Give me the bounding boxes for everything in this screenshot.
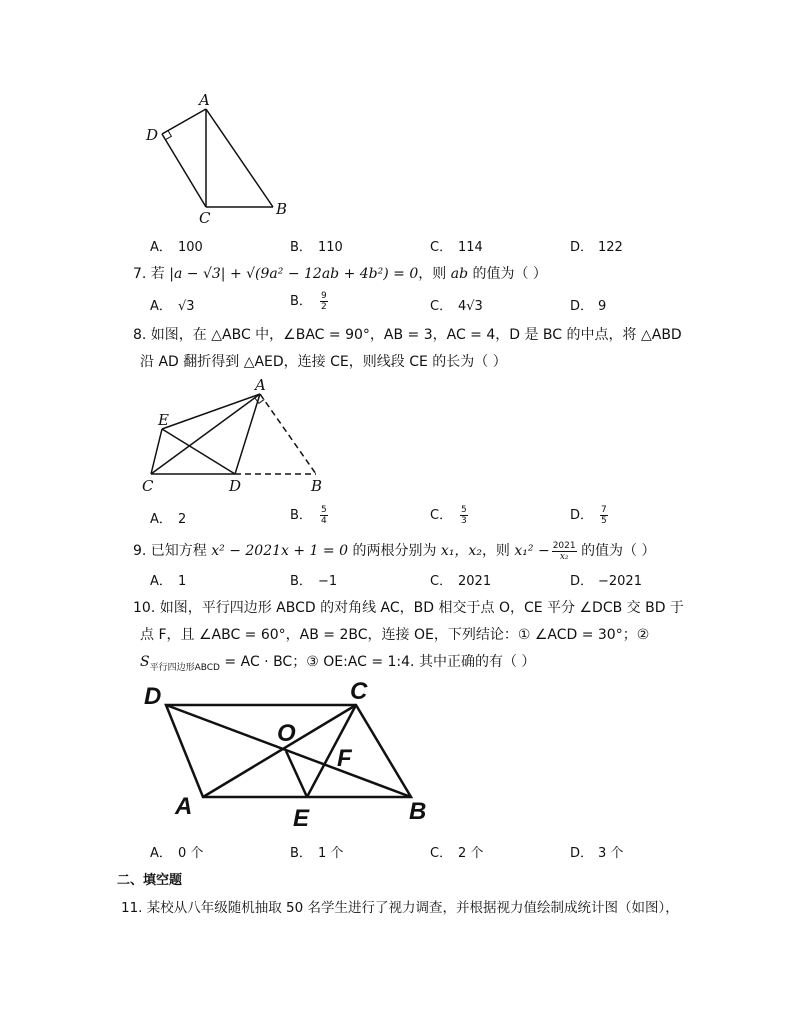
option-fraction — [320, 291, 328, 312]
option-value: 4√3 — [458, 299, 483, 314]
option-fraction — [460, 505, 468, 526]
segment-ab-dashed — [260, 394, 316, 474]
q11-stem: 11. 某校从八年级随机抽取 50 名学生进行了视力调查，并根据视力值绘制成统计图（如图）， — [121, 900, 679, 916]
label-e: E — [158, 411, 169, 429]
segment-ab — [206, 109, 273, 207]
q9-option-d[interactable] — [570, 570, 642, 589]
q7-middle: ，则 — [418, 266, 447, 282]
q9-equation: x² − 2021x + 1 = 0 — [211, 543, 349, 559]
q7-stem — [133, 263, 547, 283]
q6-option-d[interactable] — [570, 236, 623, 255]
q9-fraction — [552, 541, 577, 562]
q6-option-b[interactable] — [290, 236, 343, 255]
diagonal-ac — [203, 705, 356, 797]
option-value: 114 — [458, 240, 483, 255]
q7-option-d[interactable] — [570, 295, 606, 314]
q10-stem-line3 — [140, 651, 535, 673]
option-value: 3 个 — [598, 846, 624, 861]
q8-option-c[interactable] — [430, 504, 468, 526]
option-value: −1 — [318, 574, 338, 589]
q9-stem — [133, 540, 656, 562]
q9-option-a[interactable] — [150, 570, 186, 589]
option-letter: A． — [150, 846, 172, 861]
q9-prefix: 9. 已知方程 — [133, 543, 207, 559]
q7-option-b[interactable] — [290, 290, 328, 312]
q8-figure — [135, 374, 335, 496]
option-letter: A． — [150, 240, 172, 255]
q10-option-d[interactable] — [570, 842, 623, 861]
option-value: 2021 — [458, 574, 492, 589]
label-e: E — [293, 805, 310, 832]
fraction-numerator: 7 — [601, 505, 607, 515]
option-value: −2021 — [598, 574, 642, 589]
option-letter: B． — [290, 294, 312, 309]
option-letter: C． — [430, 508, 453, 523]
q6-figure — [140, 88, 300, 228]
q9-suffix: 的值为（ ） — [581, 543, 656, 559]
option-value: 0 个 — [178, 846, 204, 861]
fraction-numerator: 5 — [461, 505, 467, 515]
label-d: D — [146, 126, 159, 144]
q7-prefix: 7. 若 — [133, 266, 165, 282]
q10-figure — [140, 674, 440, 834]
q10-line3-rest: = AC · BC；③ OE:AC = 1:4. 其中正确的有（ ） — [219, 654, 536, 670]
q9-option-b[interactable] — [290, 570, 337, 589]
option-value: √3 — [178, 299, 195, 314]
option-letter: D． — [570, 240, 594, 255]
diagonal-bd — [166, 705, 411, 797]
fraction-numerator: 2021 — [552, 540, 576, 551]
segment-ea — [162, 394, 260, 429]
q8-option-b[interactable] — [290, 504, 328, 526]
q8-stem-line2: 沿 AD 翻折得到 △AED，连接 CE，则线段 CE 的长为（ ） — [140, 354, 507, 370]
q10-stem-line2: 点 F，且 ∠ABC = 60°，AB = 2BC，连接 OE，下列结论：① ∠ACD = 30°；② — [140, 627, 650, 643]
option-letter: D． — [570, 574, 594, 589]
label-c: C — [350, 678, 368, 705]
option-value: 110 — [318, 240, 343, 255]
q9-expr-head: x₁² − — [514, 543, 550, 559]
option-letter: C． — [430, 299, 453, 314]
option-letter: D． — [570, 846, 594, 861]
q10-option-b[interactable] — [290, 842, 343, 861]
label-a: A — [199, 91, 210, 109]
option-letter: C． — [430, 846, 453, 861]
option-value: 9 — [598, 299, 607, 314]
area-symbol: S — [140, 654, 150, 670]
label-b: B — [409, 798, 427, 825]
q9-middle: 的两根分别为 — [352, 543, 437, 559]
q8-option-d[interactable] — [570, 504, 608, 526]
label-a: A — [175, 793, 193, 820]
option-letter: A． — [150, 299, 172, 314]
fraction-numerator: 5 — [321, 505, 327, 515]
q7-suffix: 的值为（ ） — [472, 266, 547, 282]
q9-roots: x₁，x₂ — [440, 543, 482, 559]
q10-option-a[interactable] — [150, 842, 203, 861]
section-title: 二、填空题 — [117, 873, 183, 888]
fraction-denominator: 5 — [601, 516, 607, 526]
option-letter: B． — [290, 846, 312, 861]
segment-ed — [162, 429, 235, 474]
option-fraction — [600, 505, 608, 526]
option-value: 100 — [178, 240, 203, 255]
q10-option-c[interactable] — [430, 842, 483, 861]
area-subscript: 平行四边形ABCD — [149, 662, 220, 673]
segment-dc — [162, 134, 206, 207]
option-fraction — [320, 505, 328, 526]
label-b: B — [276, 200, 288, 218]
q7-option-a[interactable] — [150, 295, 195, 314]
option-letter: A． — [150, 574, 172, 589]
label-a: A — [255, 376, 266, 394]
q9-option-c[interactable] — [430, 570, 491, 589]
option-letter: B． — [290, 508, 312, 523]
label-c: C — [142, 477, 154, 495]
option-letter: C． — [430, 240, 453, 255]
option-value: 1 — [178, 574, 187, 589]
option-letter: D． — [570, 508, 594, 523]
q10-stem-line1: 10. 如图，平行四边形 ABCD 的对角线 AC，BD 相交于点 O，CE 平分 ∠DCB 交 BD 于 — [133, 600, 684, 616]
q7-option-c[interactable] — [430, 295, 483, 314]
q7-expression: |a − √3| + √(9a² − 12ab + 4b²) = 0 — [169, 266, 419, 282]
option-value: 122 — [598, 240, 623, 255]
segment-da — [162, 109, 206, 134]
label-d: D — [229, 477, 242, 495]
segment-ca — [151, 394, 260, 474]
label-d: D — [144, 683, 162, 710]
fraction-denominator: 4 — [321, 516, 327, 526]
option-letter: B． — [290, 574, 312, 589]
label-b: B — [311, 477, 323, 495]
option-value: 2 — [178, 512, 187, 527]
q7-var: ab — [450, 266, 469, 282]
q8-option-a[interactable] — [150, 508, 186, 527]
segment-ad — [235, 394, 260, 474]
option-letter: A． — [150, 512, 172, 527]
option-value: 1 个 — [318, 846, 344, 861]
fraction-denominator: x₂ — [559, 551, 569, 562]
q8-stem-line1: 8. 如图，在 △ABC 中，∠BAC = 90°，AB = 3，AC = 4，D 是 BC 的中点，将 △ABD — [133, 327, 682, 343]
fraction-denominator: 3 — [461, 516, 467, 526]
fraction-denominator: 2 — [321, 302, 327, 312]
label-o: O — [277, 720, 296, 747]
option-letter: C． — [430, 574, 453, 589]
option-value: 2 个 — [458, 846, 484, 861]
label-f: F — [337, 745, 352, 772]
q9-then: ，则 — [481, 543, 510, 559]
q6-option-c[interactable] — [430, 236, 483, 255]
option-letter: B． — [290, 240, 312, 255]
q6-option-a[interactable] — [150, 236, 203, 255]
label-c: C — [199, 209, 211, 227]
fraction-numerator: 9 — [321, 291, 327, 301]
option-letter: D． — [570, 299, 594, 314]
